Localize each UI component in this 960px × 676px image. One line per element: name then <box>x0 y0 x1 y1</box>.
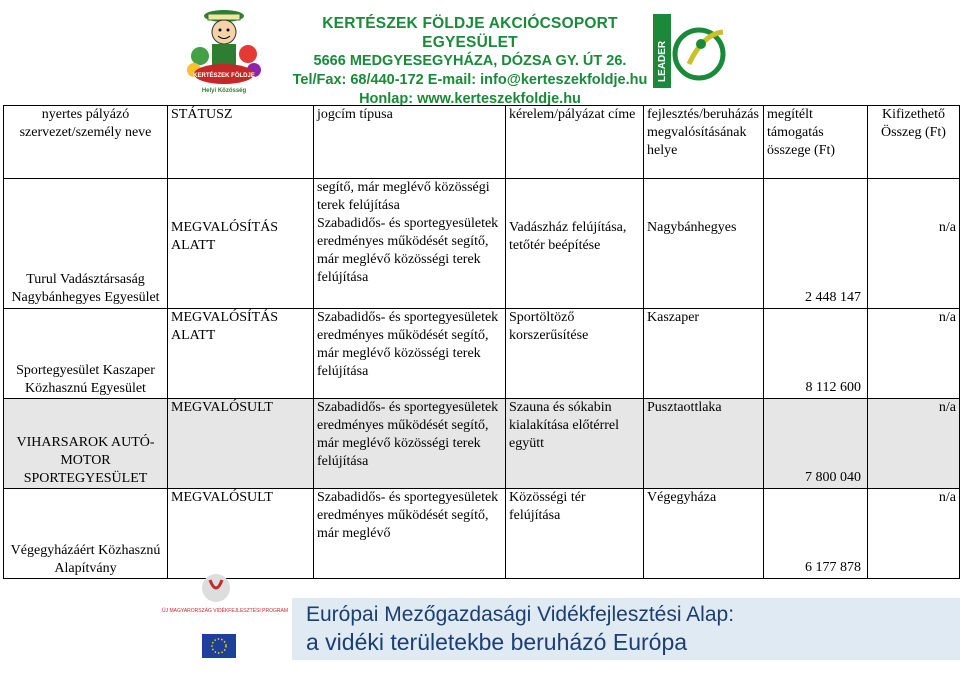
cell-type: Szabadidős- és sportegyesületek eredményes működését segítő, már meglévő <box>314 489 506 579</box>
cell-title: Vadászház felújítása, tetőtér beépítése <box>506 179 644 309</box>
header-type: jogcím típusa <box>314 106 506 179</box>
cell-paid: n/a <box>868 399 960 489</box>
grant-winners-table <box>3 105 960 579</box>
cell-title: Közösségi tér felújítása <box>506 489 644 579</box>
cell-status: MEGVALÓSÍTÁS ALATT <box>168 179 314 309</box>
cell-name: Turul Vadásztársaság Nagybánhegyes Egyesület <box>4 179 168 309</box>
header-title: kérelem/pályázat címe <box>506 106 644 179</box>
cell-location: Nagybánhegyes <box>644 179 764 309</box>
table-header-row <box>4 106 960 179</box>
cell-name: Sportegyesület Kaszaper Közhasznú Egyesület <box>4 309 168 399</box>
kerteszek-foldje-logo <box>182 8 266 100</box>
cell-location: Kaszaper <box>644 309 764 399</box>
svg-text:ÚJ MAGYARORSZÁG VIDÉKFEJLESZTÉ: ÚJ MAGYARORSZÁG VIDÉKFEJLESZTÉSI PROGRAM <box>161 608 289 614</box>
header-paid: Kifizethető Összeg (Ft) <box>868 106 960 179</box>
header-name: nyertes pályázó szervezet/személy neve <box>4 106 168 179</box>
table-row <box>4 309 960 399</box>
organization-name: KERTÉSZEK FÖLDJE AKCIÓCSOPORT EGYESÜLET <box>322 15 618 51</box>
header-location: fejlesztés/beruházás megvalósításának helye <box>644 106 764 179</box>
leader-logo <box>653 14 733 88</box>
header-awarded: megítélt támogatás összege (Ft) <box>764 106 868 179</box>
cell-awarded: 8 112 600 <box>764 309 868 399</box>
cell-status: MEGVALÓSULT <box>168 399 314 489</box>
cell-name: VIHARSAROK AUTÓ-MOTOR SPORTEGYESÜLET <box>4 399 168 489</box>
uj-magyarorszag-logo <box>161 570 289 674</box>
cell-type: Szabadidős- és sportegyesületek eredményes működését segítő, már meglévő közösségi terek felújítása <box>314 399 506 489</box>
organization-info <box>290 14 650 109</box>
organization-website: Honlap: www.kerteszekfoldje.hu <box>359 91 581 107</box>
footer-line-2: a vidéki területekbe beruházó Európa <box>306 629 688 655</box>
cell-type: Szabadidős- és sportegyesületek eredményes működését segítő, már meglévő közösségi terek felújítása <box>314 309 506 399</box>
cell-awarded: 2 448 147 <box>764 179 868 309</box>
svg-text:KERTÉSZEK FÖLDJE: KERTÉSZEK FÖLDJE <box>193 73 255 79</box>
organization-address: 5666 MEDGYESEGYHÁZA, DÓZSA GY. ÚT 26. <box>313 53 627 69</box>
svg-text:Helyi Közösség: Helyi Közösség <box>201 88 247 94</box>
cell-paid: n/a <box>868 309 960 399</box>
header-status: STÁTUSZ <box>168 106 314 179</box>
organization-contact: Tel/Fax: 68/440-172 E-mail: info@kerteszekfoldje.hu <box>292 72 648 88</box>
cell-awarded: 6 177 878 <box>764 489 868 579</box>
footer-line-1: Európai Mezőgazdasági Vidékfejlesztési Alap: <box>306 603 735 626</box>
table-row <box>4 399 960 489</box>
cell-status: MEGVALÓSÍTÁS ALATT <box>168 309 314 399</box>
cell-type-continued: segítő, már meglévő közösségi terek felújítása <box>317 180 490 213</box>
cell-paid: n/a <box>868 489 960 579</box>
svg-text:LEADER: LEADER <box>657 40 668 82</box>
cell-location: Pusztaottlaka <box>644 399 764 489</box>
cell-type <box>314 179 506 309</box>
table-row <box>4 179 960 309</box>
page-footer <box>0 565 960 676</box>
page-header <box>0 0 960 107</box>
cell-awarded: 7 800 040 <box>764 399 868 489</box>
cell-location: Végegyháza <box>644 489 764 579</box>
cell-type-text: Szabadidős- és sportegyesületek eredményes működését segítő, már meglévő közösségi terek felújítása <box>317 216 499 285</box>
cell-title: Sportöltöző korszerűsítése <box>506 309 644 399</box>
cell-paid: n/a <box>868 179 960 309</box>
cell-name: Végegyházáért Közhasznú Alapítvány <box>4 489 168 579</box>
cell-title: Szauna és sókabin kialakítása előtérrel együtt <box>506 399 644 489</box>
cell-status: MEGVALÓSULT <box>168 489 314 579</box>
